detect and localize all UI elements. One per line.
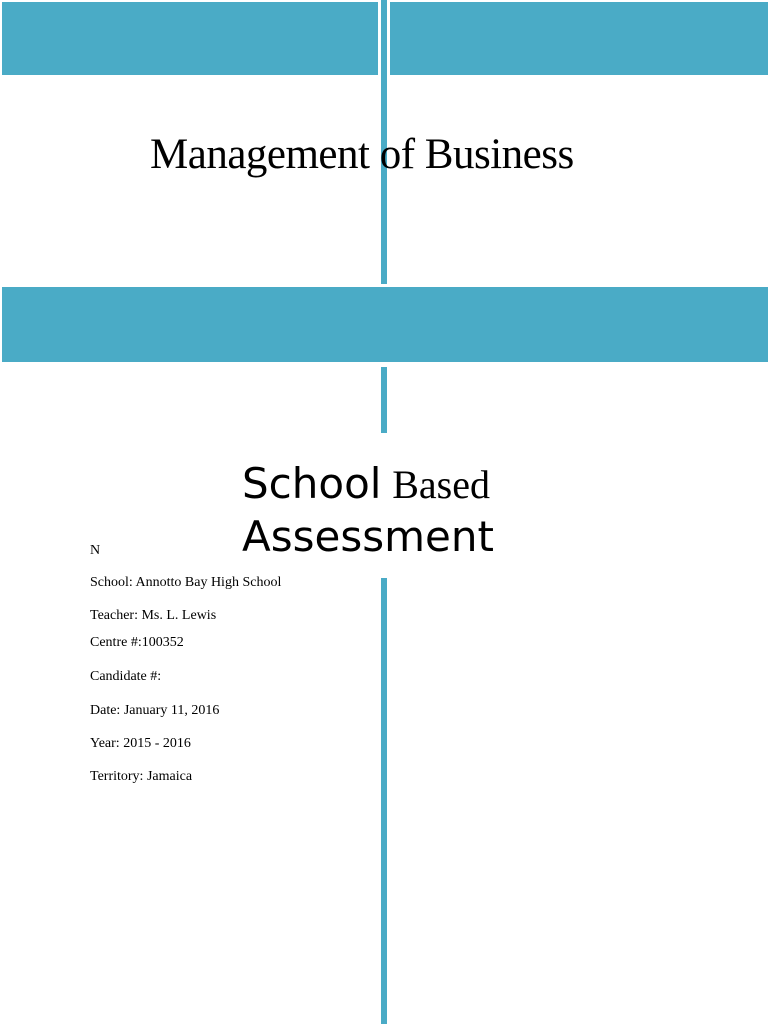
- school-line: School: Annotto Bay High School: [90, 575, 282, 590]
- middle-banner: [2, 287, 768, 362]
- vertical-divider-middle: [381, 367, 387, 433]
- subtitle-word-assessment: Assessment: [242, 512, 494, 561]
- candidate-line: Candidate #:: [90, 669, 162, 684]
- territory-line: Territory: Jamaica: [90, 769, 193, 784]
- subtitle-word-school: School: [242, 459, 382, 508]
- document-title: Management of Business: [150, 131, 574, 178]
- name-line: N: [90, 543, 101, 558]
- top-left-banner: [2, 2, 378, 75]
- document-subtitle: [242, 458, 542, 563]
- date-line: Date: January 11, 2016: [90, 703, 220, 718]
- year-line: Year: 2015 - 2016: [90, 736, 191, 751]
- top-right-banner: [390, 2, 768, 75]
- teacher-line: Teacher: Ms. L. Lewis: [90, 608, 217, 623]
- subtitle-line-1: [242, 458, 542, 511]
- vertical-divider-bottom: [381, 578, 387, 1024]
- centre-line: Centre #:100352: [90, 635, 184, 650]
- subtitle-word-based: Based: [392, 462, 490, 507]
